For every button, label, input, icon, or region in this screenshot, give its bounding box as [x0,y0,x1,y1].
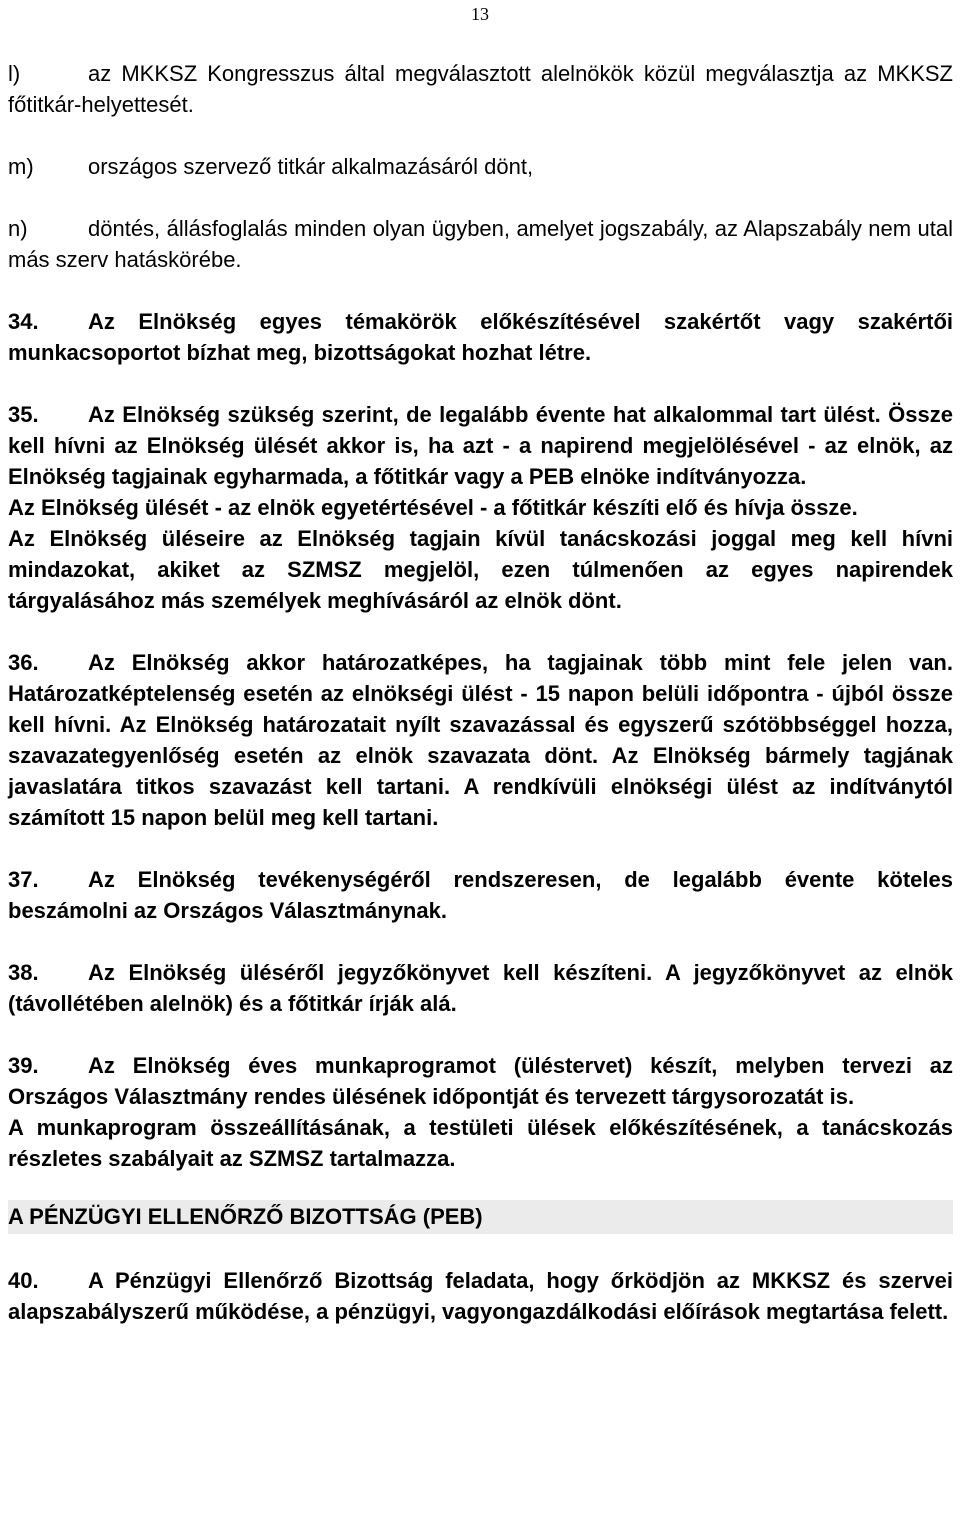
section-38 [8,957,953,1019]
item-label: l) [8,61,21,86]
section-heading-peb: A PÉNZÜGYI ELLENŐRZŐ BIZOTTSÁG (PEB) [8,1200,953,1234]
section-number: 39. [8,1053,39,1078]
section-number: 37. [8,867,39,892]
item-text: országos szervező titkár alkalmazásáról dönt, [88,154,534,179]
section-text: Az Elnökség akkor határozatképes, ha tagjainak több mint fele jelen van. Határozatképtelenség esetén az elnökségi ülést - 15 napon belüli időpontra - újból össze kell hívni. Az Elnökség határozatait nyílt szavazással és egyszerű szótöbbséggel hozza, szavazategyenlőség esetén az elnök szavazata dönt. Az Elnökség bármely tagjának javaslatára titkos szavazást kell tartani. A rendkívüli elnökségi ülést az indítványtól számított 15 napon belül meg kell tartani. [8,650,953,830]
section-37 [8,864,953,926]
section-39-paragraph-2: A munkaprogram összeállításának, a testületi ülések előkészítésének, a tanácskozás részletes szabályait az SZMSZ tartalmazza. [8,1115,953,1171]
section-34 [8,306,953,368]
item-text: az MKKSZ Kongresszus által megválasztott alelnökök közül megválasztja az MKKSZ főtitkár-helyettesét. [8,61,953,117]
section-number: 40. [8,1268,39,1293]
item-label: n) [8,216,28,241]
section-number: 36. [8,650,39,675]
document-body [8,58,953,1327]
item-label: m) [8,154,34,179]
section-text: Az Elnökség tevékenységéről rendszeresen, de legalább évente köteles beszámolni az Országos Választmánynak. [8,867,953,923]
section-39 [8,1050,953,1112]
item-text: döntés, állásfoglalás minden olyan ügyben, amelyet jogszabály, az Alapszabály nem utal más szerv hatáskörébe. [8,216,953,272]
item-m [8,151,953,182]
section-text: Az Elnökség egyes témakörök előkészítésével szakértőt vagy szakértői munkacsoportot bízhat meg, bizottságokat hozhat létre. [8,309,953,365]
item-l [8,58,953,120]
item-n [8,213,953,275]
section-number: 35. [8,402,39,427]
section-text: Az Elnökség éves munkaprogramot (üléstervet) készít, melyben tervezi az Országos Választmány rendes ülésének időpontját és tervezett tárgysorozatát is. [8,1053,953,1109]
section-text: A Pénzügyi Ellenőrző Bizottság feladata, hogy őrködjön az MKKSZ és szervei alapszabályszerű működése, a pénzügyi, vagyongazdálkodási előírások megtartása felett. [8,1268,953,1324]
section-35 [8,399,953,492]
section-number: 38. [8,960,39,985]
section-number: 34. [8,309,39,334]
section-36 [8,647,953,833]
section-35-paragraph-2: Az Elnökség ülését - az elnök egyetértésével - a főtitkár készíti elő és hívja össze. [8,495,858,520]
section-40 [8,1265,953,1327]
section-text: Az Elnökség üléséről jegyzőkönyvet kell készíteni. A jegyzőkönyvet az elnök (távollétében alelnök) és a főtitkár írják alá. [8,960,953,1016]
section-text: Az Elnökség szükség szerint, de legalább évente hat alkalommal tart ülést. Össze kell hívni az Elnökség ülését akkor is, ha azt - a napirend megjelölésével - az elnök, az Elnökség tagjainak egyharmada, a főtitkár vagy a PEB elnöke indítványozza. [8,402,953,489]
page-number: 13 [471,4,489,24]
section-35-paragraph-3: Az Elnökség üléseire az Elnökség tagjain kívül tanácskozási joggal meg kell hívni mindazokat, akiket az SZMSZ megjelöl, ezen túlmenően az egyes napirendek tárgyalásához más személyek meghívásáról az elnök dönt. [8,526,953,613]
